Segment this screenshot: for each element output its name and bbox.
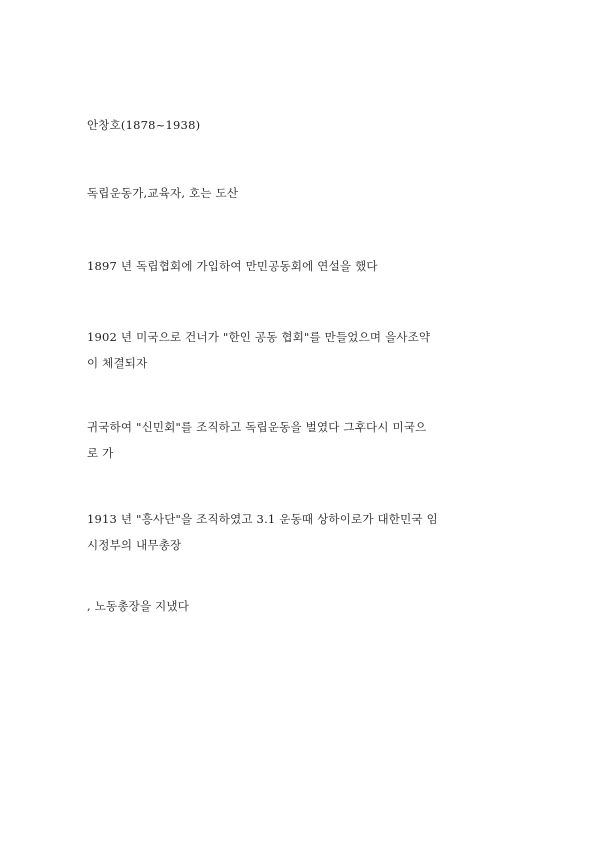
text-line-1897: 1897 년 독립협회에 가입하여 만민공동회에 연설을 했다 — [87, 259, 378, 273]
text-line-1902-cont: 이 체결되자 — [87, 356, 148, 370]
text-line-return-cont: 로 가 — [87, 446, 114, 460]
text-line-return: 귀국하여 "신민회"를 조직하고 독립운동을 벌였다 그후다시 미국으 — [87, 420, 427, 434]
text-line-1913: 1913 년 "흥사단"을 조직하였고 3.1 운동때 상하이로가 대한민국 임 — [87, 512, 438, 526]
text-line-title: 안창호(1878~1938) — [87, 118, 201, 132]
text-line-description: 독립운동가,교육자, 호는 도산 — [87, 186, 239, 200]
text-line-1902: 1902 년 미국으로 건너가 "한인 공동 협회"를 만들었으며 을사조약 — [87, 330, 431, 344]
text-line-final: , 노동총장을 지냈다 — [87, 599, 190, 613]
text-line-1913-cont: 시정부의 내무총장 — [87, 538, 182, 552]
